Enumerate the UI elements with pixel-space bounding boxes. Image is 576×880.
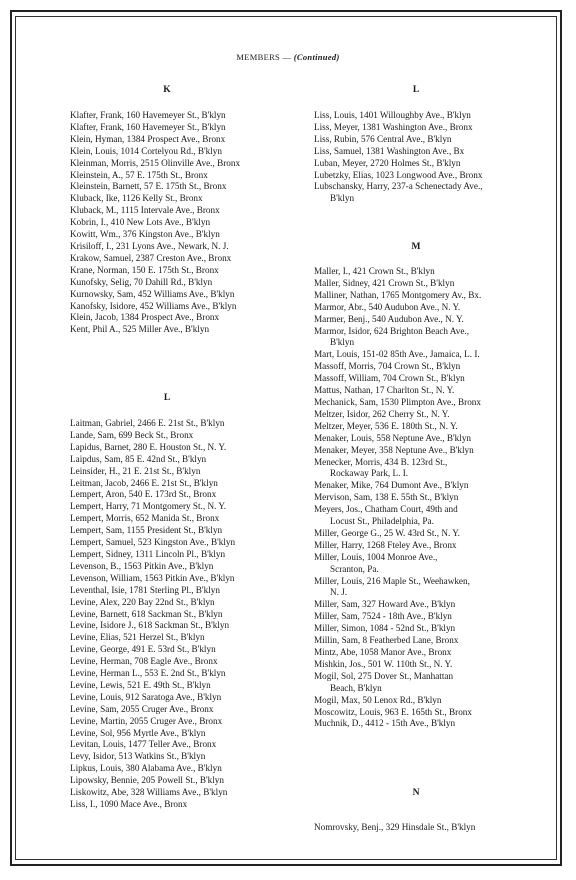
member-entry: Muchnik, D., 4412 - 15th Ave., B'klyn <box>314 718 456 729</box>
member-entry: Lapidus, Barnet, 280 E. Houston St., N. Y. <box>70 441 227 452</box>
member-entry: Maller, I., 421 Crown St., B'klyn <box>314 266 435 276</box>
member-entry: Lubschansky, Harry, 237-a Schenectady Ave., <box>314 181 483 192</box>
member-entry: Laipdus, Sam, 85 E. 42nd St., B'klyn <box>70 453 207 464</box>
member-entry: Lande, Sam, 699 Beck St., Bronx <box>70 429 194 440</box>
member-entry: Miller, Sam, 7524 - 18th Ave., B'klyn <box>314 611 452 622</box>
member-entry: Levine, Martin, 2055 Cruger Ave., Bronx <box>70 715 223 726</box>
member-entry: Levine, Sol, 956 Myrtle Ave., B'klyn <box>70 727 206 738</box>
member-entry: Klafter, Frank, 160 Havemeyer St., B'klyn <box>70 110 226 120</box>
member-entry: Krakow, Samuel, 2387 Creston Ave., Bronx <box>70 252 232 263</box>
member-entry: Krane, Norman, 150 E. 175th St., Bronx <box>70 264 219 275</box>
member-entry: Mogil, Sol, 275 Dover St., Manhattan <box>314 670 454 681</box>
member-entry: Moscowitz, Louis, 963 E. 165th St., Bronx <box>314 706 472 717</box>
member-entry: Kluback, Ike, 1126 Kelly St., Bronx <box>70 193 203 204</box>
section-l-continued-list <box>314 110 564 205</box>
page-header <box>0 52 576 62</box>
member-entry: Levine, George, 491 E. 53rd St., B'klyn <box>70 644 216 655</box>
member-entry: Miller, Louis, 1004 Monroe Ave., <box>314 551 438 562</box>
member-entry: Laitman, Gabriel, 2466 E. 21st St., B'klyn <box>70 418 225 428</box>
section-k-list <box>70 110 320 336</box>
member-entry: Luban, Meyer, 2720 Holmes St., B'klyn <box>314 157 461 168</box>
member-entry: Levine, Herman L., 553 E. 2nd St., B'klyn <box>70 668 226 679</box>
member-entry: Levine, Isidore J., 618 Sackman St., B'klyn <box>70 620 230 631</box>
member-entry: Kowitt, Wm., 376 Kingston Ave., B'klyn <box>70 229 220 240</box>
member-entry: Lubetzky, Elias, 1023 Longwood Ave., Bronx <box>314 169 483 180</box>
member-entry: Lempert, Morris, 652 Manida St., Bronx <box>70 513 220 524</box>
section-letter-n: N <box>412 788 420 798</box>
member-entry: Marmer, Benj., 540 Audubon Ave., N. Y. <box>314 313 464 324</box>
member-entry: Liskowitz, Abe, 328 Williams Ave., B'klyn <box>70 787 228 798</box>
member-entry: Klein, Hyman, 1384 Prospect Ave., Bronx <box>70 133 226 144</box>
member-entry: Kanofsky, Isidore, 452 Williams Ave., B'klyn <box>70 300 237 311</box>
member-entry: Massoff, Morris, 704 Crown St., B'klyn <box>314 361 461 372</box>
member-entry: Lempert, Aron, 540 E. 173rd St., Bronx <box>70 489 217 500</box>
member-entry: Kurnowsky, Sam, 452 Williams Ave., B'klyn <box>70 288 235 299</box>
member-entry: Mechanick, Sam, 1530 Plimpton Ave., Bronx <box>314 396 481 407</box>
section-letter-m: M <box>411 242 421 252</box>
member-entry: Mart, Louis, 151-02 85th Ave., Jamaica, L. I. <box>314 349 480 360</box>
member-entry: Lempert, Sidney, 1311 Lincoln Pl., B'klyn <box>70 548 226 559</box>
member-entry: Malliner, Nathan, 1765 Montgomery Av., Bx. <box>314 289 482 300</box>
member-entry: Klafter, Frank, 160 Havemeyer St., B'klyn <box>70 121 226 132</box>
member-entry: Liss, Samuel, 1381 Washington Ave., Bx <box>314 145 465 156</box>
member-entry: Miller, Simon, 1084 - 52nd St., B'klyn <box>314 623 456 634</box>
member-entry: Klein, Jacob, 1384 Prospect Ave., Bronx <box>70 312 220 323</box>
member-entry: Lempert, Sam, 1155 President St., B'klyn <box>70 525 223 536</box>
member-entry: N. J. <box>330 587 348 598</box>
member-entry: Mervison, Sam, 138 E. 55th St., B'klyn <box>314 492 459 503</box>
page-subtitle: (Continued) <box>293 52 340 62</box>
member-entry: Lempert, Harry, 71 Montgomery St., N. Y. <box>70 501 227 512</box>
member-entry: Levine, Elias, 521 Herzel St., B'klyn <box>70 632 205 643</box>
member-entry: Mishkin, Jos., 501 W. 110th St., N. Y. <box>314 658 453 669</box>
section-m-list <box>314 266 564 730</box>
member-entry: Levy, Isidor, 513 Watkins St., B'klyn <box>70 751 206 762</box>
member-entry: Mattus, Nathan, 17 Charlton St., N. Y. <box>314 385 455 396</box>
member-entry: Kobrin, I., 410 New Lots Ave., B'klyn <box>70 217 211 228</box>
member-entry: Beach, B'klyn <box>330 682 382 693</box>
member-entry: Miller, Harry, 1268 Fteley Ave., Bronx <box>314 539 457 550</box>
member-entry: Menecker, Morris, 434 B. 123rd St., <box>314 456 448 467</box>
member-entry: Kunofsky, Selig, 70 Dahill Rd., B'klyn <box>70 276 213 287</box>
section-letter-l: L <box>163 393 171 403</box>
member-entry: Lipowsky, Bennie, 205 Powell St., B'klyn <box>70 775 224 786</box>
section-letter-k: K <box>163 85 171 95</box>
member-entry: Lempert, Samuel, 523 Kingston Ave., B'klyn <box>70 537 236 548</box>
member-entry: Kleinman, Morris, 2515 Olinville Ave., Bronx <box>70 157 241 168</box>
member-entry: Meyers, Jos., Chatham Court, 49th and <box>314 504 458 515</box>
member-entry: Maller, Sidney, 421 Crown St., B'klyn <box>314 277 455 288</box>
member-entry: Levitan, Louis, 1477 Teller Ave., Bronx <box>70 739 217 750</box>
member-entry: Levine, Herman, 708 Eagle Ave., Bronx <box>70 656 218 667</box>
member-entry: Levenson, William, 1563 Pitkin Ave., B'klyn <box>70 572 235 583</box>
member-entry: Klein, Louis, 1014 Cortelyou Rd., B'klyn <box>70 145 222 156</box>
member-entry: Levine, Lewis, 521 E. 49th St., B'klyn <box>70 679 211 690</box>
member-entry: Leventhal, Isie, 1781 Sterling Pl., B'klyn <box>70 584 220 595</box>
member-entry: Mogil, Max, 50 Lenox Rd., B'klyn <box>314 694 442 705</box>
member-entry: Kleinstein, Barnett, 57 E. 175th St., Bronx <box>70 181 227 192</box>
member-entry: Miller, Sam, 327 Howard Ave., B'klyn <box>314 599 456 610</box>
member-entry: Meltzer, Isidor, 262 Cherry St., N. Y. <box>314 408 450 419</box>
member-entry: Leitman, Jacob, 2466 E. 21st St., B'klyn <box>70 477 218 488</box>
member-entry: Rockaway Park, L. I. <box>330 468 409 479</box>
member-entry: Marmor, Isidor, 624 Brighton Beach Ave., <box>314 325 469 336</box>
member-entry: Marmor, Abr., 540 Audubon Ave., N. Y. <box>314 301 461 312</box>
member-entry: Leinsider, H., 21 E. 21st St., B'klyn <box>70 465 201 476</box>
member-entry: Liss, I., 1090 Mace Ave., Bronx <box>70 799 188 809</box>
member-entry: Millin, Sam, 8 Featherbed Lane, Bronx <box>314 635 459 646</box>
member-entry: B'klyn <box>330 337 355 348</box>
member-entry: Menaker, Mike, 764 Dumont Ave., B'klyn <box>314 480 469 491</box>
section-l-list <box>70 418 320 811</box>
member-entry: Krisiloff, I., 231 Lyons Ave., Newark, N. J. <box>70 240 229 251</box>
section-letter-l-continued: L <box>412 85 420 95</box>
member-entry: Lipkus, Louis, 380 Alabama Ave., B'klyn <box>70 763 222 774</box>
member-entry: Miller, George G., 25 W. 43rd St., N. Y. <box>314 527 460 538</box>
member-entry: Levenson, B., 1563 Pitkin Ave., B'klyn <box>70 560 214 571</box>
member-entry: Mintz, Abe, 1058 Manor Ave., Bronx <box>314 647 452 657</box>
page-title: MEMBERS — <box>236 52 292 62</box>
member-entry: Miller, Louis, 216 Maple St., Weehawken, <box>314 575 470 586</box>
member-entry: Liss, Louis, 1401 Willoughby Ave., B'klyn <box>314 110 471 120</box>
member-entry: Kluback, M., 1115 Intervale Ave., Bronx <box>70 205 220 216</box>
member-entry: Menaker, Meyer, 358 Neptune Ave., B'klyn <box>314 444 474 455</box>
member-entry: Liss, Rubin, 576 Central Ave., B'klyn <box>314 133 452 144</box>
member-entry: Levine, Barnett, 618 Sackman St., B'klyn <box>70 608 223 619</box>
member-entry: Levine, Louis, 912 Saratoga Ave., B'klyn <box>70 691 222 702</box>
member-entry: Levine, Sam, 2055 Cruger Ave., Bronx <box>70 703 214 714</box>
member-entry: Menaker, Louis, 558 Neptune Ave., B'klyn <box>314 432 472 443</box>
member-entry: Kleinstein, A., 57 E. 175th St., Bronx <box>70 169 208 180</box>
member-entry: Liss, Meyer, 1381 Washington Ave., Bronx <box>314 121 473 132</box>
member-entry: Meltzer, Meyer, 536 E. 180th St., N. Y. <box>314 420 458 431</box>
member-entry: B'klyn <box>330 193 355 204</box>
member-entry: Nomrovsky, Benj., 329 Hinsdale St., B'klyn <box>314 822 476 832</box>
member-entry: Kent, Phil A., 525 Miller Ave., B'klyn <box>70 324 210 335</box>
section-n-list <box>314 822 564 834</box>
member-entry: Levine, Alex, 220 Bay 22nd St., B'klyn <box>70 596 215 607</box>
member-entry: Massoff, William, 704 Crown St., B'klyn <box>314 373 465 384</box>
member-entry: Locust St., Philadelphia, Pa. <box>330 516 434 527</box>
member-entry: Scranton, Pa. <box>330 563 379 574</box>
